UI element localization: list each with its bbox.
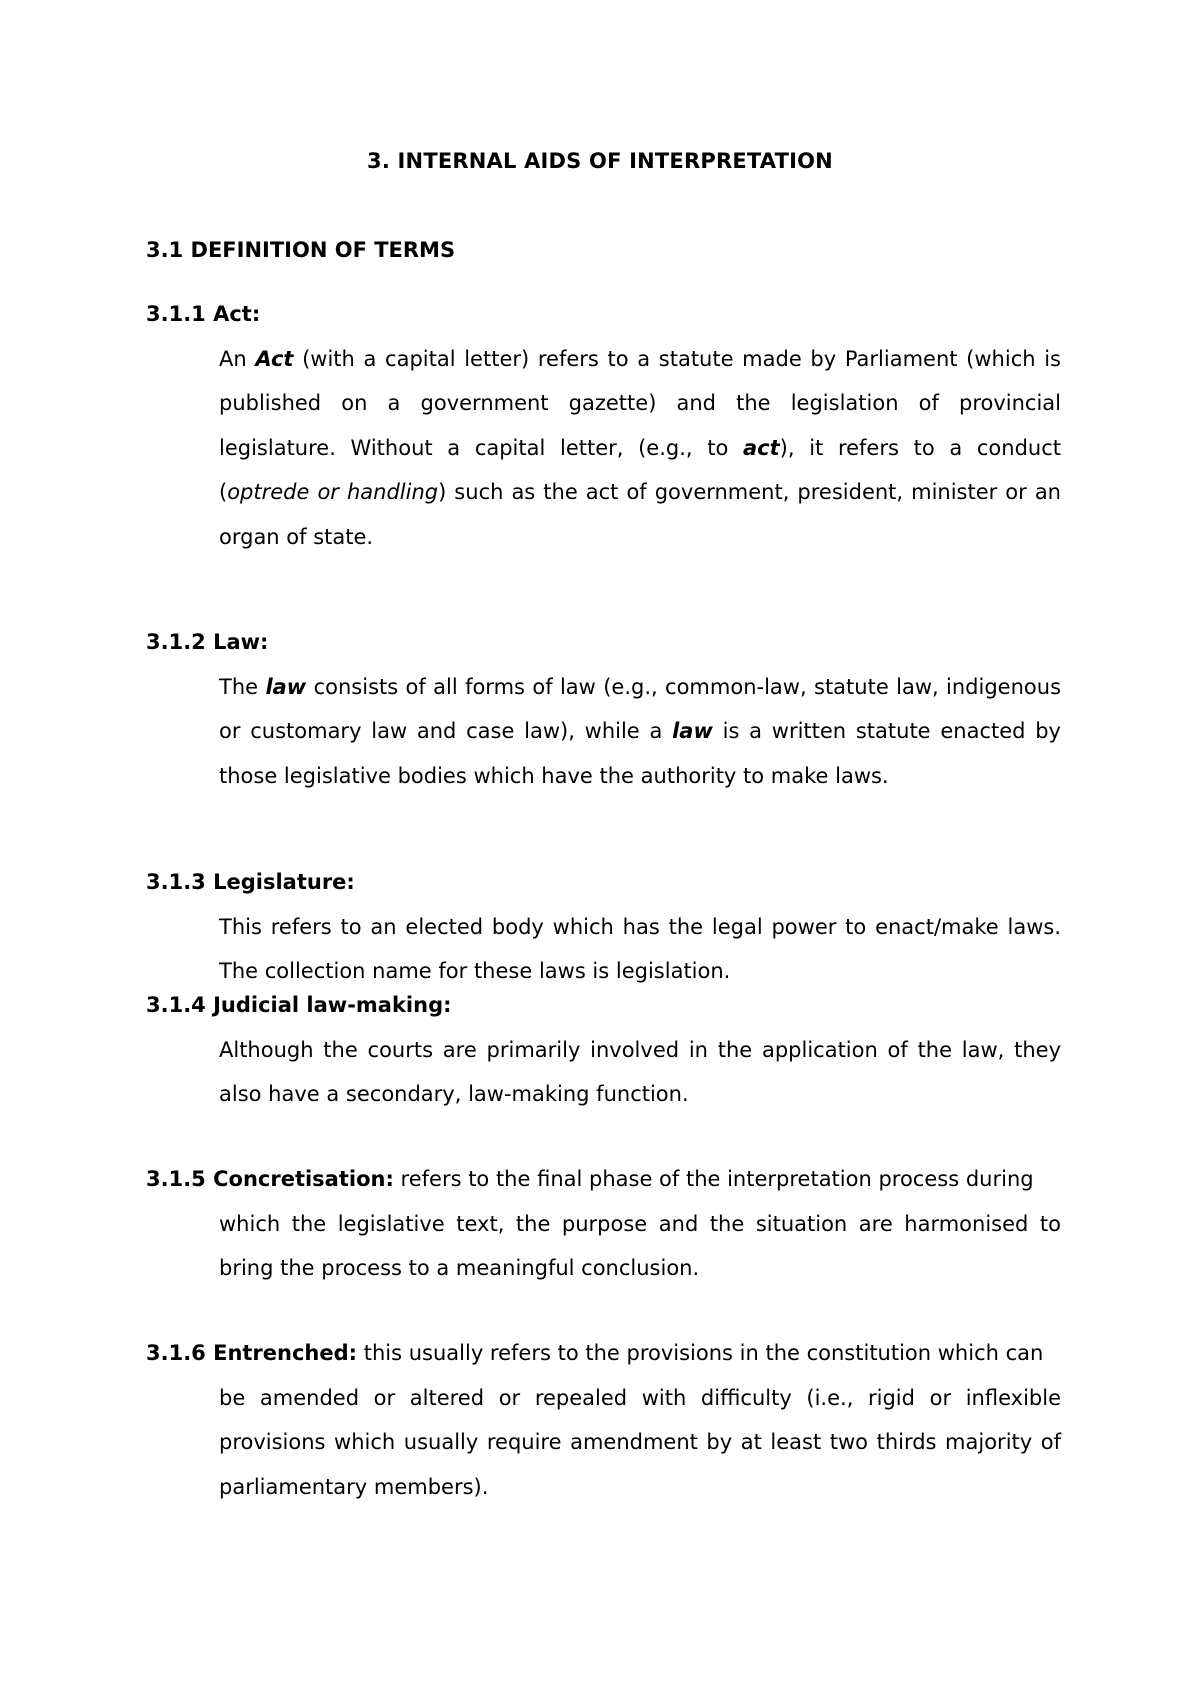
text-run: refers to the final phase of the interpretation process during <box>393 1167 1034 1191</box>
emphasis-act: Act <box>255 346 294 371</box>
text-run: ) such as the act of government, president, minister or an organ of state. <box>219 480 1061 549</box>
definition-heading: 3.1.6 Entrenched: <box>146 1341 358 1365</box>
definition-body: be amended or altered or repealed with difficulty (i.e., rigid or inflexible provisions which usually require amendment by at least two thirds majority of parliamentary members). <box>219 1385 1061 1499</box>
definition-body: Although the courts are primarily involved in the application of the law, they also have a secondary, law-making function. <box>219 1037 1061 1106</box>
text-run: An <box>219 346 256 371</box>
section-heading: 3.1 DEFINITION OF TERMS <box>146 238 456 262</box>
text-run: this usually refers to the provisions in the constitution which can <box>357 1341 1044 1365</box>
definition-heading: 3.1.1 Act: <box>146 302 261 326</box>
definition-legislature <box>146 860 1061 994</box>
emphasis-optrede: optrede or handling <box>227 480 439 504</box>
definition-judicial-law-making <box>146 983 1061 1117</box>
definition-heading: 3.1.4 Judicial law-making: <box>146 993 452 1017</box>
definition-law <box>146 620 1061 798</box>
definition-first-line <box>146 1331 1061 1376</box>
definition-body <box>219 337 1061 560</box>
definition-act <box>146 292 1061 559</box>
emphasis-law: law <box>265 674 307 699</box>
text-run: The <box>219 674 266 699</box>
definition-concretisation <box>146 1157 1061 1291</box>
emphasis-law-2: law <box>672 719 713 743</box>
document-title: 3. INTERNAL AIDS OF INTERPRETATION <box>367 149 833 173</box>
definition-body <box>219 665 1061 799</box>
emphasis-act-lowercase: act <box>743 435 780 460</box>
definition-heading: 3.1.2 Law: <box>146 630 269 654</box>
definition-heading: 3.1.5 Concretisation: <box>146 1167 394 1191</box>
definition-heading: 3.1.3 Legislature: <box>146 870 355 894</box>
definition-body: which the legislative text, the purpose and the situation are harmonised to bring the process to a meaningful conclusion. <box>219 1211 1061 1280</box>
text-run: (with a capital letter) refers to a statute made by Parliament (which is published on a government gazette) and the legislation of provincial legislature. Without a capital letter, (e.g., to <box>219 346 1061 460</box>
text-run: ), it refers to a conduct ( <box>219 435 1061 504</box>
text-run: is a written statute enacted by those legislative bodies which have the authority to make laws. <box>219 719 1061 788</box>
text-run: consists of all forms of law (e.g., common-law, statute law, indigenous or customary law and case law), while a <box>219 674 1062 743</box>
definition-body: This refers to an elected body which has the legal power to enact/make laws. The collection name for these laws is legislation. <box>219 914 1061 983</box>
definition-first-line <box>146 1157 1061 1202</box>
definition-entrenched <box>146 1331 1061 1509</box>
